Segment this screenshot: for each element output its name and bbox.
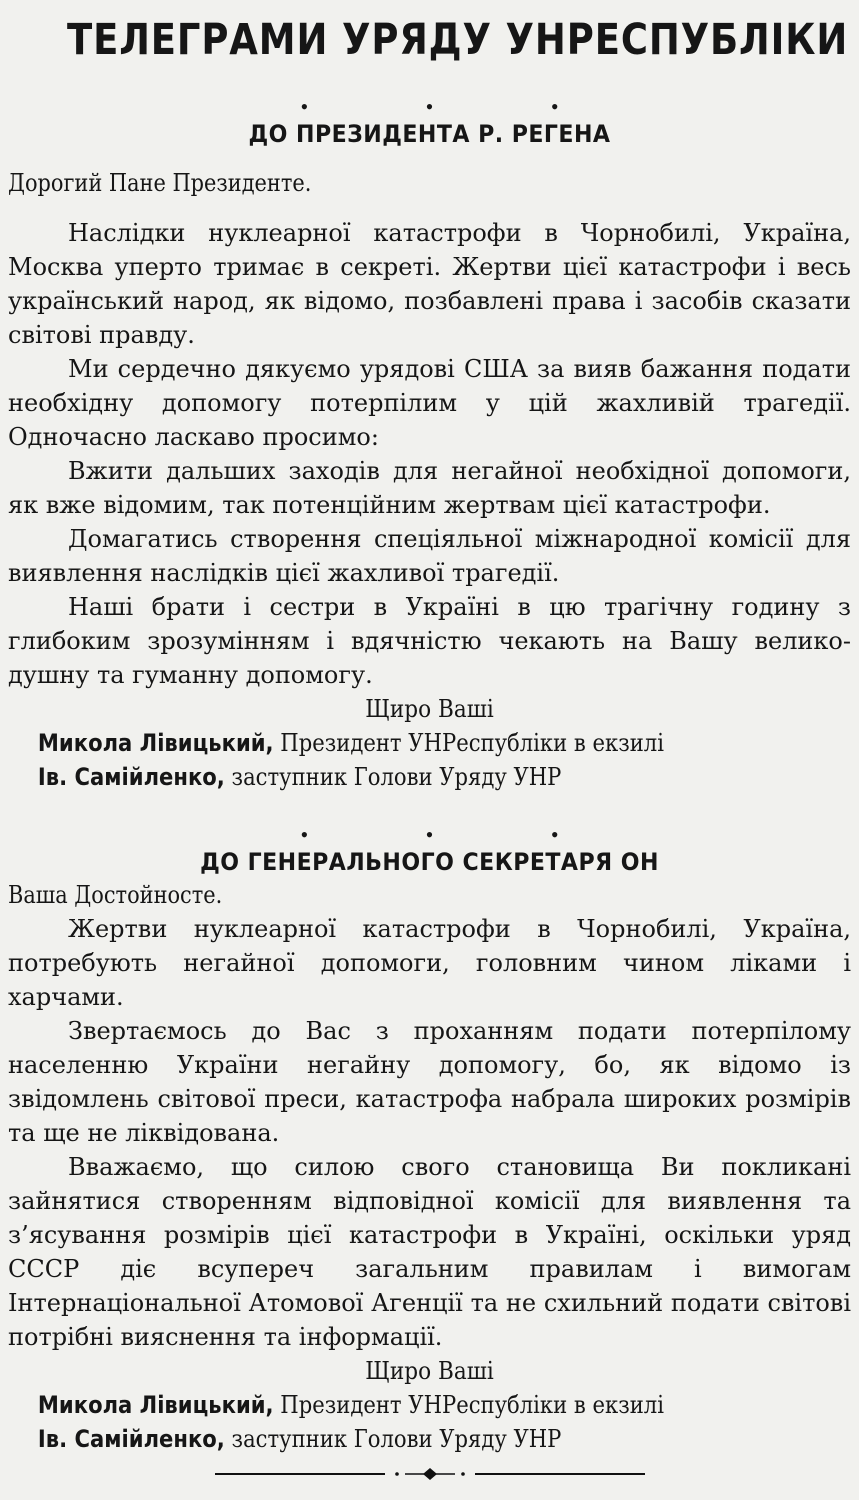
signer-name: Ів. Самійленко, xyxy=(37,1425,225,1453)
page-title: ТЕЛЕГРАМИ УРЯДУ УНРЕСПУБЛІКИ xyxy=(67,15,849,65)
signature-line xyxy=(8,1422,750,1456)
signature-line xyxy=(8,1388,750,1422)
letter-greeting: Ваша Достойносте. xyxy=(8,881,223,909)
signer-name: Ів. Самійленко, xyxy=(37,763,225,791)
signer-title: заступник Голови Уряду УНР xyxy=(231,763,562,791)
letter-closing: Щиро Ваші xyxy=(365,1357,494,1385)
signature-line xyxy=(8,726,750,760)
signer-name: Микола Лівицький, xyxy=(37,729,274,757)
closing-ornament xyxy=(215,1466,645,1482)
section-separator: • • • xyxy=(300,822,615,847)
letter-closing: Щиро Ваші xyxy=(365,695,494,723)
letter-heading: ДО ПРЕЗИДЕНТА Р. РЕГЕНА xyxy=(248,120,611,148)
letter-paragraph: Жертви нуклеарної катастрофи в Чорнобилі, Україна, потребують негайної допомоги, головним чином ліками і харчами. xyxy=(8,915,851,1011)
signer-title: Президент УНРеспубліки в екзилі xyxy=(280,1391,664,1419)
ornament-rule-icon xyxy=(215,1466,645,1482)
letter-paragraph: Домагатись створення спеціяльної міжнародної комісії для виявлення наслідків цієї жахливої трагедії. xyxy=(8,525,851,587)
letter-greeting: Дорогий Пане Президенте. xyxy=(8,169,312,197)
letter-paragraph: Вжити дальших заходів для негайної необхідної допомоги, як вже відомим, так потенційним жертвам цієї катастрофи. xyxy=(8,457,851,519)
letter-paragraph: Звертаємось до Вас з проханням подати потерпілому населенню України негайну допомогу, бо, як відомо із звідомлень світової преси, катастрофа набрала широких розмірів та ще не ліквідована. xyxy=(8,1017,851,1147)
letter-paragraph: Наслідки нуклеарної катастрофи в Чорнобилі, Україна, Москва уперто тримає в секреті. Жертви цієї катастрофи і весь український народ, як відомо, позбавлені права і засобів сказати світові правду. xyxy=(8,219,851,349)
signer-title: заступник Голови Уряду УНР xyxy=(231,1425,562,1453)
letter-paragraph: Наші брати і сестри в Україні в цю трагічну годину з глибоким зрозумінням і вдячністю чекають на Вашу великодушну та гуманну допомогу. xyxy=(8,593,851,689)
letter-to-president xyxy=(8,118,851,794)
signer-title: Президент УНРеспубліки в екзилі xyxy=(280,729,664,757)
letter-to-un-secretary-general xyxy=(8,846,851,1456)
letter-paragraph: Ми сердечно дякуємо урядові США за вияв бажання подати необхідну допомогу потерпілим у цій жахливій трагедії. Одночасно ласкаво просимо: xyxy=(8,355,851,451)
letter-paragraph: Вважаємо, що силою свого становища Ви покликані зайнятися створенням відповідної комісії для виявлення та з’ясування розмірів цієї катастрофи в Україні, оскільки уряд СССР діє всупереч загальним правилам і вимогам Інтернаціональної Атомової Агенції та не схильний подати світові потрібні вияснення та інформації. xyxy=(8,1153,851,1351)
section-separator: • • • xyxy=(300,94,615,119)
letter-heading: ДО ГЕНЕРАЛЬНОГО СЕКРЕТАРЯ ОН xyxy=(200,848,659,876)
signer-name: Микола Лівицький, xyxy=(37,1391,274,1419)
signature-line xyxy=(8,760,750,794)
